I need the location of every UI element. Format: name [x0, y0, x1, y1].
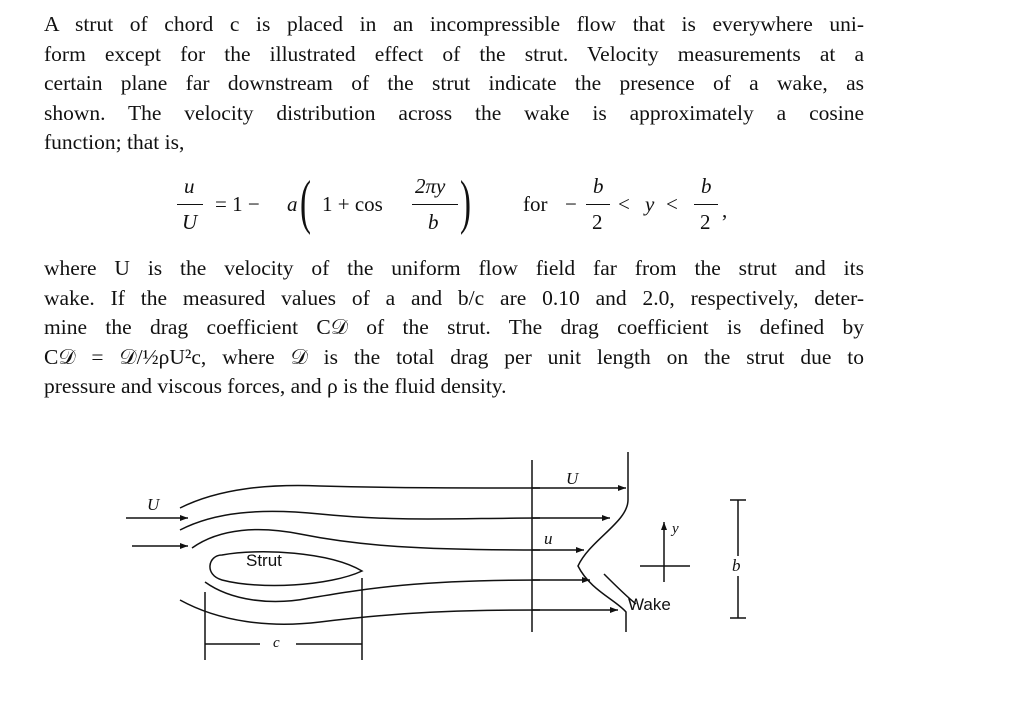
paragraph-line: mine the drag coefficient C𝒟 of the strut. The drag coefficient is defined by	[44, 315, 864, 339]
streamline-3	[192, 530, 540, 550]
streamline-2	[180, 511, 540, 530]
eq-for-label: for	[523, 192, 548, 216]
wake-label: Wake	[628, 595, 671, 614]
strut-label: Strut	[246, 551, 282, 570]
paragraph-line: shown. The velocity distribution across the wake is approximately a cosine	[44, 100, 864, 125]
wake-velocity-profile	[578, 452, 628, 632]
paragraph-line: pressure and viscous forces, and ρ is the fluid density.	[44, 374, 507, 398]
eq-close-paren: )	[460, 169, 471, 235]
paragraph-line: where U is the velocity of the uniform flow field far from the strut and its	[44, 256, 864, 280]
y-axis-label: y	[672, 521, 679, 537]
problem-paragraph-2	[44, 254, 864, 402]
streamline-4	[205, 580, 540, 601]
eq-lhs-denominator: U	[182, 210, 198, 234]
strut-wake-diagram	[0, 440, 1024, 703]
velocity-distribution-equation	[0, 168, 1024, 244]
eq-one-plus-cos: 1 + cos	[322, 192, 383, 216]
eq-argument-fraction-bar	[412, 204, 458, 205]
paragraph-line: form except for the illustrated effect of the strut. Velocity measurements at a	[44, 41, 864, 66]
eq-lower-bound-fraction-bar	[586, 204, 610, 205]
eq-argument-numerator: 2πy	[415, 174, 446, 198]
eq-less-than-1: <	[618, 192, 630, 216]
wake-width-label: b	[732, 556, 741, 575]
eq-equals-one-minus: = 1 −	[215, 192, 260, 216]
streamline-5	[180, 600, 540, 624]
paragraph-line: certain plane far downstream of the strut indicate the presence of a wake, as	[44, 71, 864, 95]
eq-trailing-comma: ,	[722, 198, 728, 222]
eq-lower-bound-denominator: 2	[592, 210, 603, 234]
eq-lhs-fraction-bar	[177, 204, 203, 205]
eq-open-paren: (	[300, 169, 311, 235]
paragraph-line: wake. If the measured values of a and b/c are 0.10 and 2.0, respectively, deter-	[44, 285, 864, 310]
paragraph-line: A strut of chord c is placed in an incompressible flow that is everywhere uni-	[44, 12, 864, 36]
paragraph-line: function; that is,	[44, 130, 185, 154]
paragraph-line: C𝒟 = 𝒟/½ρU²c, where 𝒟 is the total drag per unit length on the strut due to	[44, 344, 864, 369]
strut-wake-figure	[0, 440, 1024, 703]
eq-upper-bound-numerator: b	[701, 174, 712, 198]
eq-upper-bound-fraction-bar	[694, 204, 718, 205]
eq-coefficient-a: a	[287, 192, 298, 216]
freestream-velocity-label: U	[147, 495, 160, 514]
profile-top-velocity-label: U	[566, 469, 579, 488]
chord-label: c	[273, 635, 280, 651]
eq-minus-sign: −	[565, 192, 577, 216]
strut-body	[210, 552, 362, 586]
profile-local-velocity-label: u	[544, 529, 553, 548]
problem-paragraph-1	[44, 10, 864, 158]
eq-less-than-2: <	[666, 192, 678, 216]
eq-lhs-numerator: u	[184, 174, 195, 198]
streamline-1	[180, 486, 540, 508]
eq-lower-bound-numerator: b	[593, 174, 604, 198]
eq-upper-bound-denominator: 2	[700, 210, 711, 234]
eq-variable-y: y	[645, 192, 655, 216]
eq-argument-denominator: b	[428, 210, 439, 234]
